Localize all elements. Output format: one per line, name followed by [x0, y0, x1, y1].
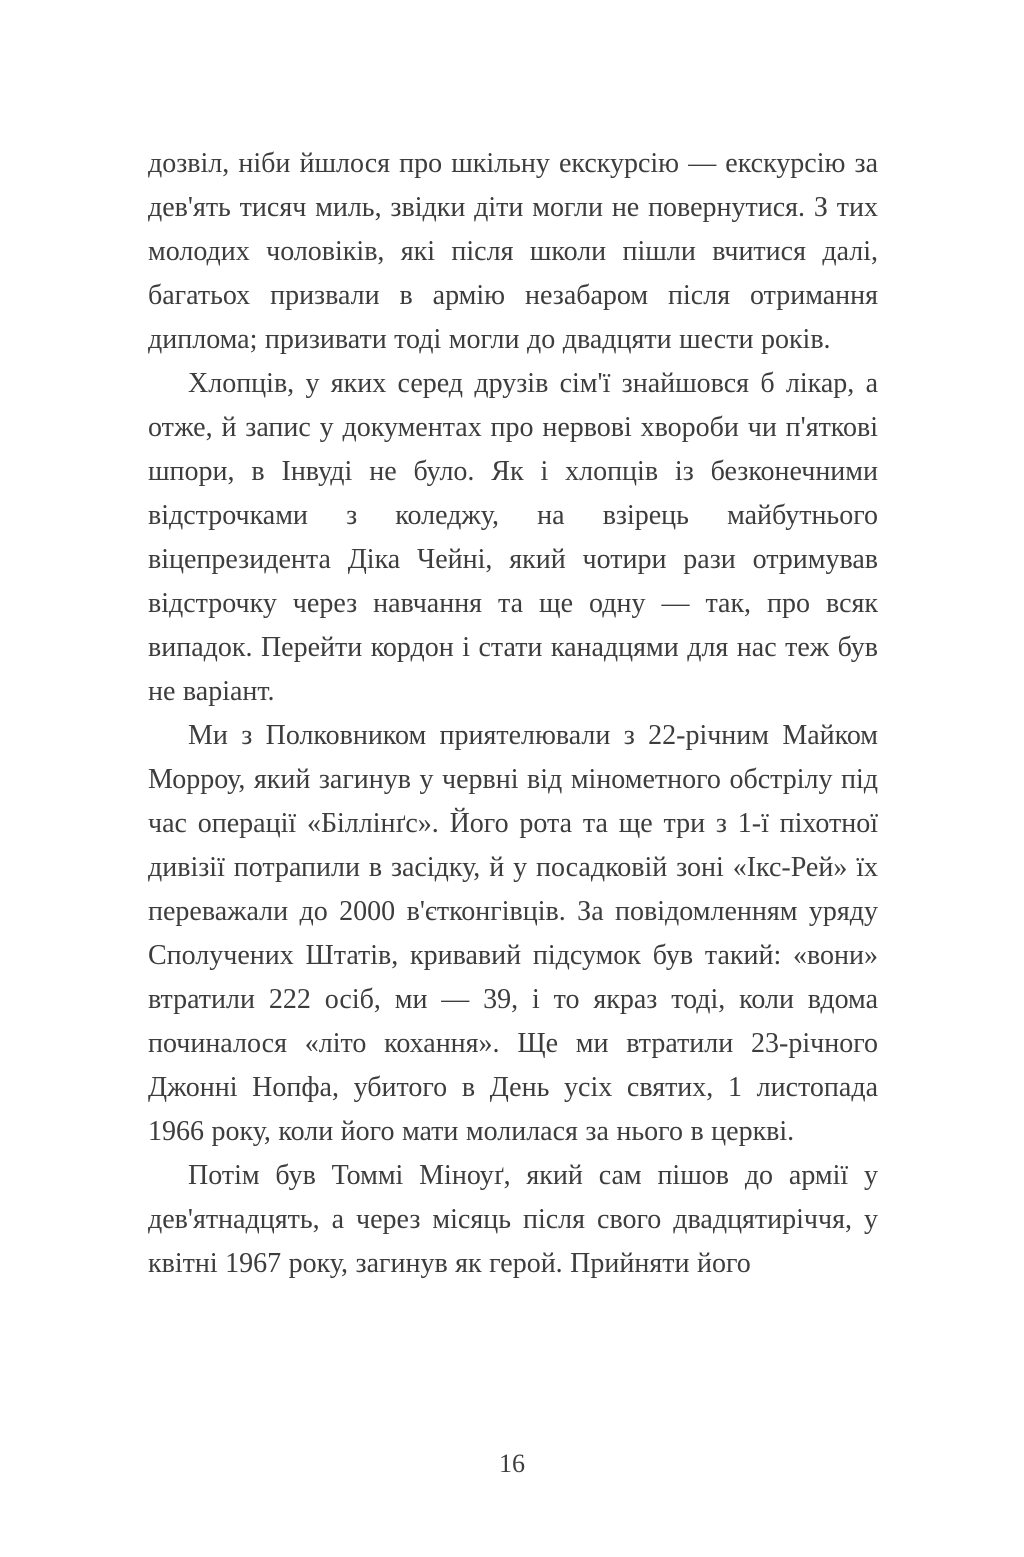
paragraph: Ми з Полковником приятелювали з 22-річним Майком Морроу, який загинув у червні від мінометного обстрілу під час операції «Біллінґс». Його рота та ще три з 1-ї піхотної дивізії потрапили в засідку, й у посадковій зоні «Ікс-Рей» їх переважали до 2000 в'єтконгівців. За повідомленням уряду Сполучених Штатів, кривавий підсумок був такий: «вони» втратили 222 осіб, ми — 39, і то якраз тоді, коли вдома починалося «літо кохання». Ще ми втратили 23-річного Джонні Нопфа, убитого в День усіх святих, 1 листопада 1966 року, коли його мати молилася за нього в церкві.: [148, 720, 878, 1147]
page-number: 16: [499, 1449, 525, 1478]
paragraph: Потім був Томмі Міноуґ, який сам пішов до армії у дев'ятнадцять, а через місяць після свого двадцятиріччя, у квітні 1967 року, загинув як герой. Прийняти його: [148, 1160, 878, 1279]
paragraph-continuation: дозвіл, ніби йшлося про шкільну екскурсію — екскурсію за дев'ять тисяч миль, звідки діти могли не повернутися. З тих молодих чоловіків, які після школи пішли вчитися далі, багатьох призвали в армію незабаром після отримання диплома; призивати тоді могли до двадцяти шести років.: [148, 148, 878, 355]
body-text: [148, 142, 878, 1286]
paragraph: Хлопців, у яких серед друзів сім'ї знайшовся б лікар, а отже, й запис у документах про нервові хвороби чи п'яткові шпори, в Інвуді не було. Як і хлопців із безконечними відстрочками з коледжу, на взірець майбутнього віцепрезидента Діка Чейні, який чотири рази отримував відстрочку через навчання та ще одну — так, про всяк випадок. Перейти кордон і стати канадцями для нас теж був не варіант.: [148, 368, 878, 707]
